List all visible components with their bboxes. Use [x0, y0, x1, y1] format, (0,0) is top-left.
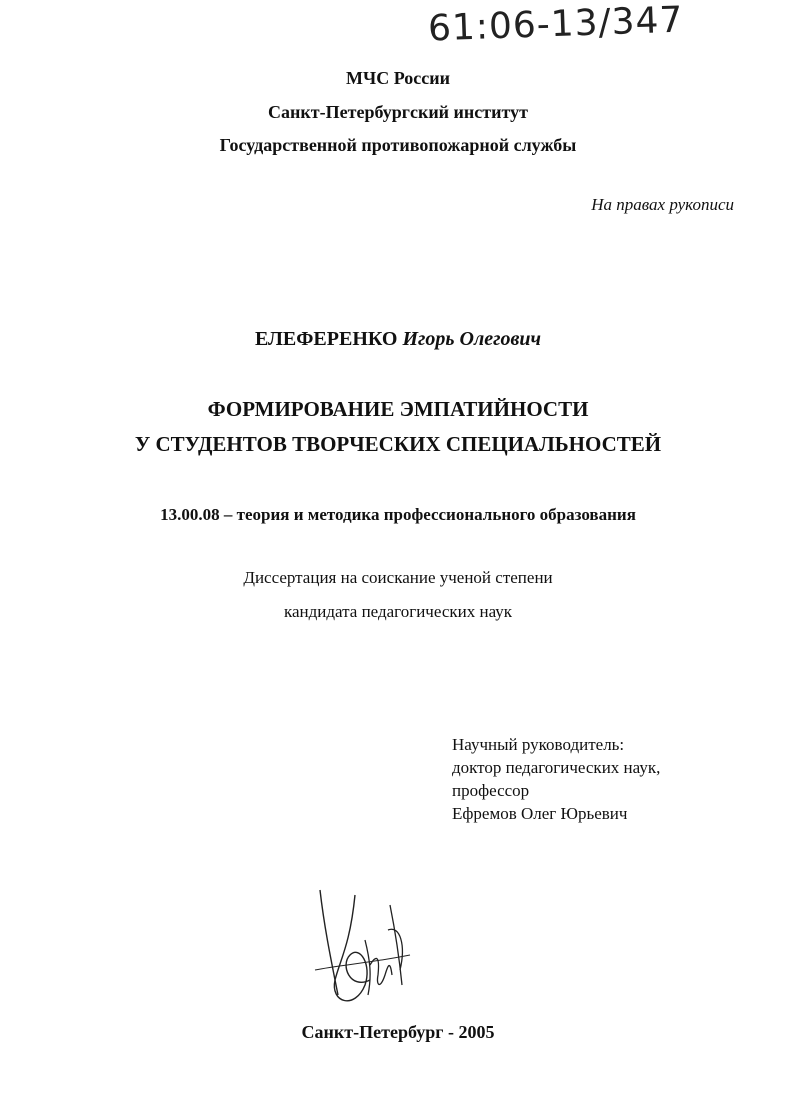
advisor-rank: профессор	[452, 781, 530, 800]
degree-line-2: кандидата педагогических наук	[283, 602, 513, 621]
advisor-degree: доктор педагогических наук,	[452, 758, 661, 777]
author-surname: ЕЛЕФЕРЕНКО	[254, 328, 398, 350]
advisor-label: Научный руководитель:	[452, 735, 625, 754]
city-year: Санкт-Петербург - 2005	[301, 1022, 495, 1042]
advisor-name: Ефремов Олег Юрьевич	[452, 804, 628, 823]
title-line-2: У СТУДЕНТОВ ТВОРЧЕСКИХ СПЕЦИАЛЬНОСТЕЙ	[134, 432, 662, 456]
header-service: Государственной противопожарной службы	[219, 135, 577, 155]
author-given-names: Игорь Олегович	[402, 328, 542, 350]
handwritten-archive-code: 61:06-13/347	[427, 0, 685, 50]
specialty-code: 13.00.08 – теория и методика профессионального образования	[160, 505, 636, 524]
header-ministry: МЧС России	[346, 68, 450, 88]
scientific-advisor-block	[452, 733, 660, 825]
title-line-1: ФОРМИРОВАНИЕ ЭМПАТИЙНОСТИ	[207, 397, 589, 421]
header-institute: Санкт-Петербургский институт	[268, 102, 528, 122]
manuscript-note: На правах рукописи	[591, 195, 734, 214]
degree-line-1: Диссертация на соискание ученой степени	[243, 568, 553, 587]
author-name	[0, 328, 796, 351]
signature-icon	[310, 885, 430, 1015]
